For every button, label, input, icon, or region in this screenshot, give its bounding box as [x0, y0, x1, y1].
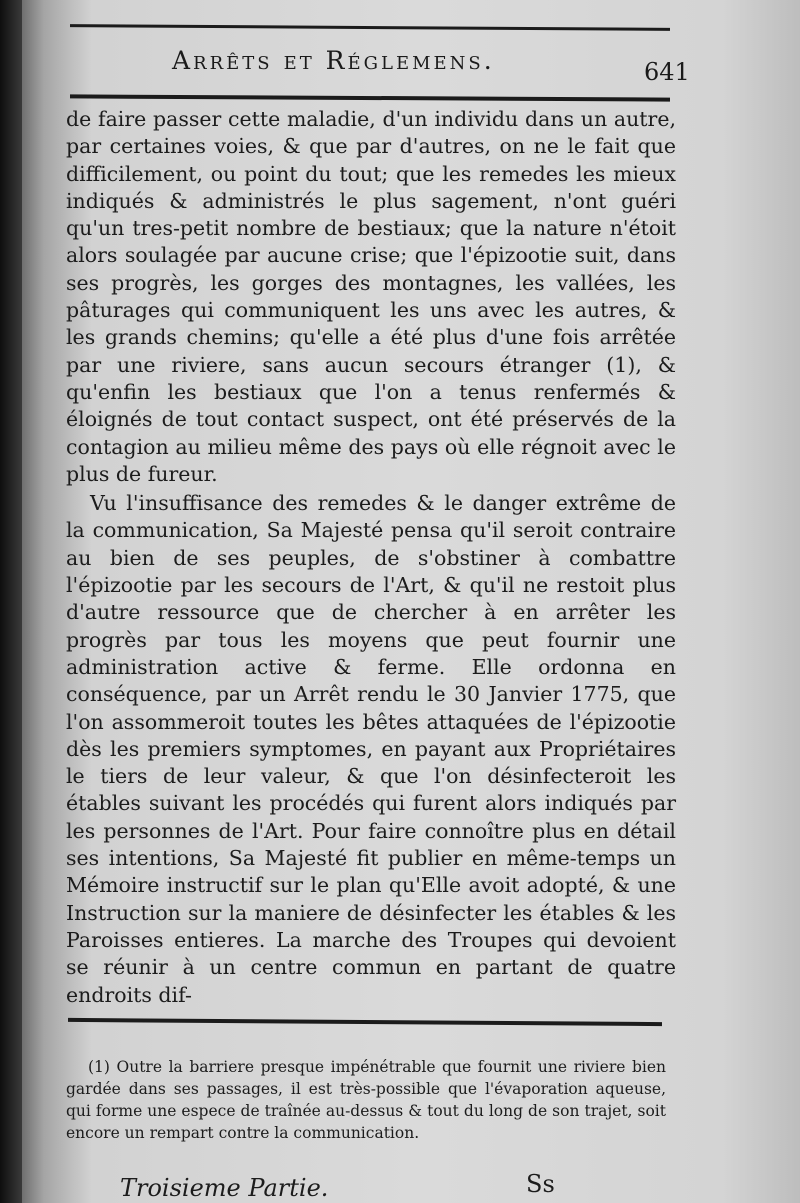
running-head-title: Arrêts et Réglemens. [172, 46, 495, 75]
page-number: 641 [644, 58, 690, 86]
footnote [66, 1056, 666, 1144]
signature-label: Troisieme Partie. [120, 1174, 329, 1202]
paragraph-vu-l-insuffisance: Vu l'insuffisance des remedes & le danger extrême de la communication, Sa Majesté pensa qu'il seroit contraire au bien de ses peuples, de s'obstiner à combattre l'épizootie par les secours de l'Art, & qu'il ne restoit plus d'autre ressource que de chercher à en arrêter les progrès par tous les moyens que peut fournir une administration active & ferme. Elle ordonna en conséquence, par un Arrêt rendu le 30 Janvier 1775, que l'on assommeroit toutes les bêtes attaquées de l'épizootie dès les premiers symptomes, en payant aux Propriétaires le tiers de leur valeur, & que l'on désinfecteroit les étables suivant les procédés qui furent alors indiqués par les personnes de l'Art. Pour faire connoître plus en détail ses intentions, Sa Majesté fit publier en même-temps un Mémoire instructif sur le plan qu'Elle avoit adopté, & une Instruction sur la maniere de désinfecter les étables & les Paroisses entieres. La marche des Troupes qui devoient se réunir à un centre commun en partant de quatre endroits dif- [66, 491, 676, 1007]
header-top-rule [70, 24, 670, 31]
signature-mark: Ss [526, 1170, 555, 1198]
header-bottom-rule [70, 94, 670, 101]
footnote-text: (1) Outre la barriere presque impénétrable que fournit une riviere bien gardée dans ses passages, il est très-possible que l'évaporation aqueuse, qui forme une espece de traînée au-dessus & tout du long de son trajet, soit encore un rempart contre la communication. [66, 1058, 666, 1142]
paragraph-continued: de faire passer cette maladie, d'un individu dans un autre, par certaines voies, & que par d'autres, on ne le fait que difficilement, ou point du tout; que les remedes les mieux indiqués & administrés le plus sagement, n'ont guéri qu'un tres-petit nombre de bestiaux; que la nature n'étoit alors soulagée par aucune crise; que l'épizootie suit, dans ses progrès, les gorges des montagnes, les vallées, les pâturages qui communiquent les uns avec les autres, & les grands chemins; qu'elle a été plus d'une fois arrêtée par une riviere, sans aucun secours étranger (1), & qu'enfin les bestiaux que l'on a tenus renfermés & éloignés de tout contact suspect, ont été préservés de la contagion au milieu même des pays où elle régnoit avec le plus de fureur. [66, 107, 676, 486]
book-gutter-shadow [0, 0, 22, 1203]
main-text [66, 106, 676, 1009]
